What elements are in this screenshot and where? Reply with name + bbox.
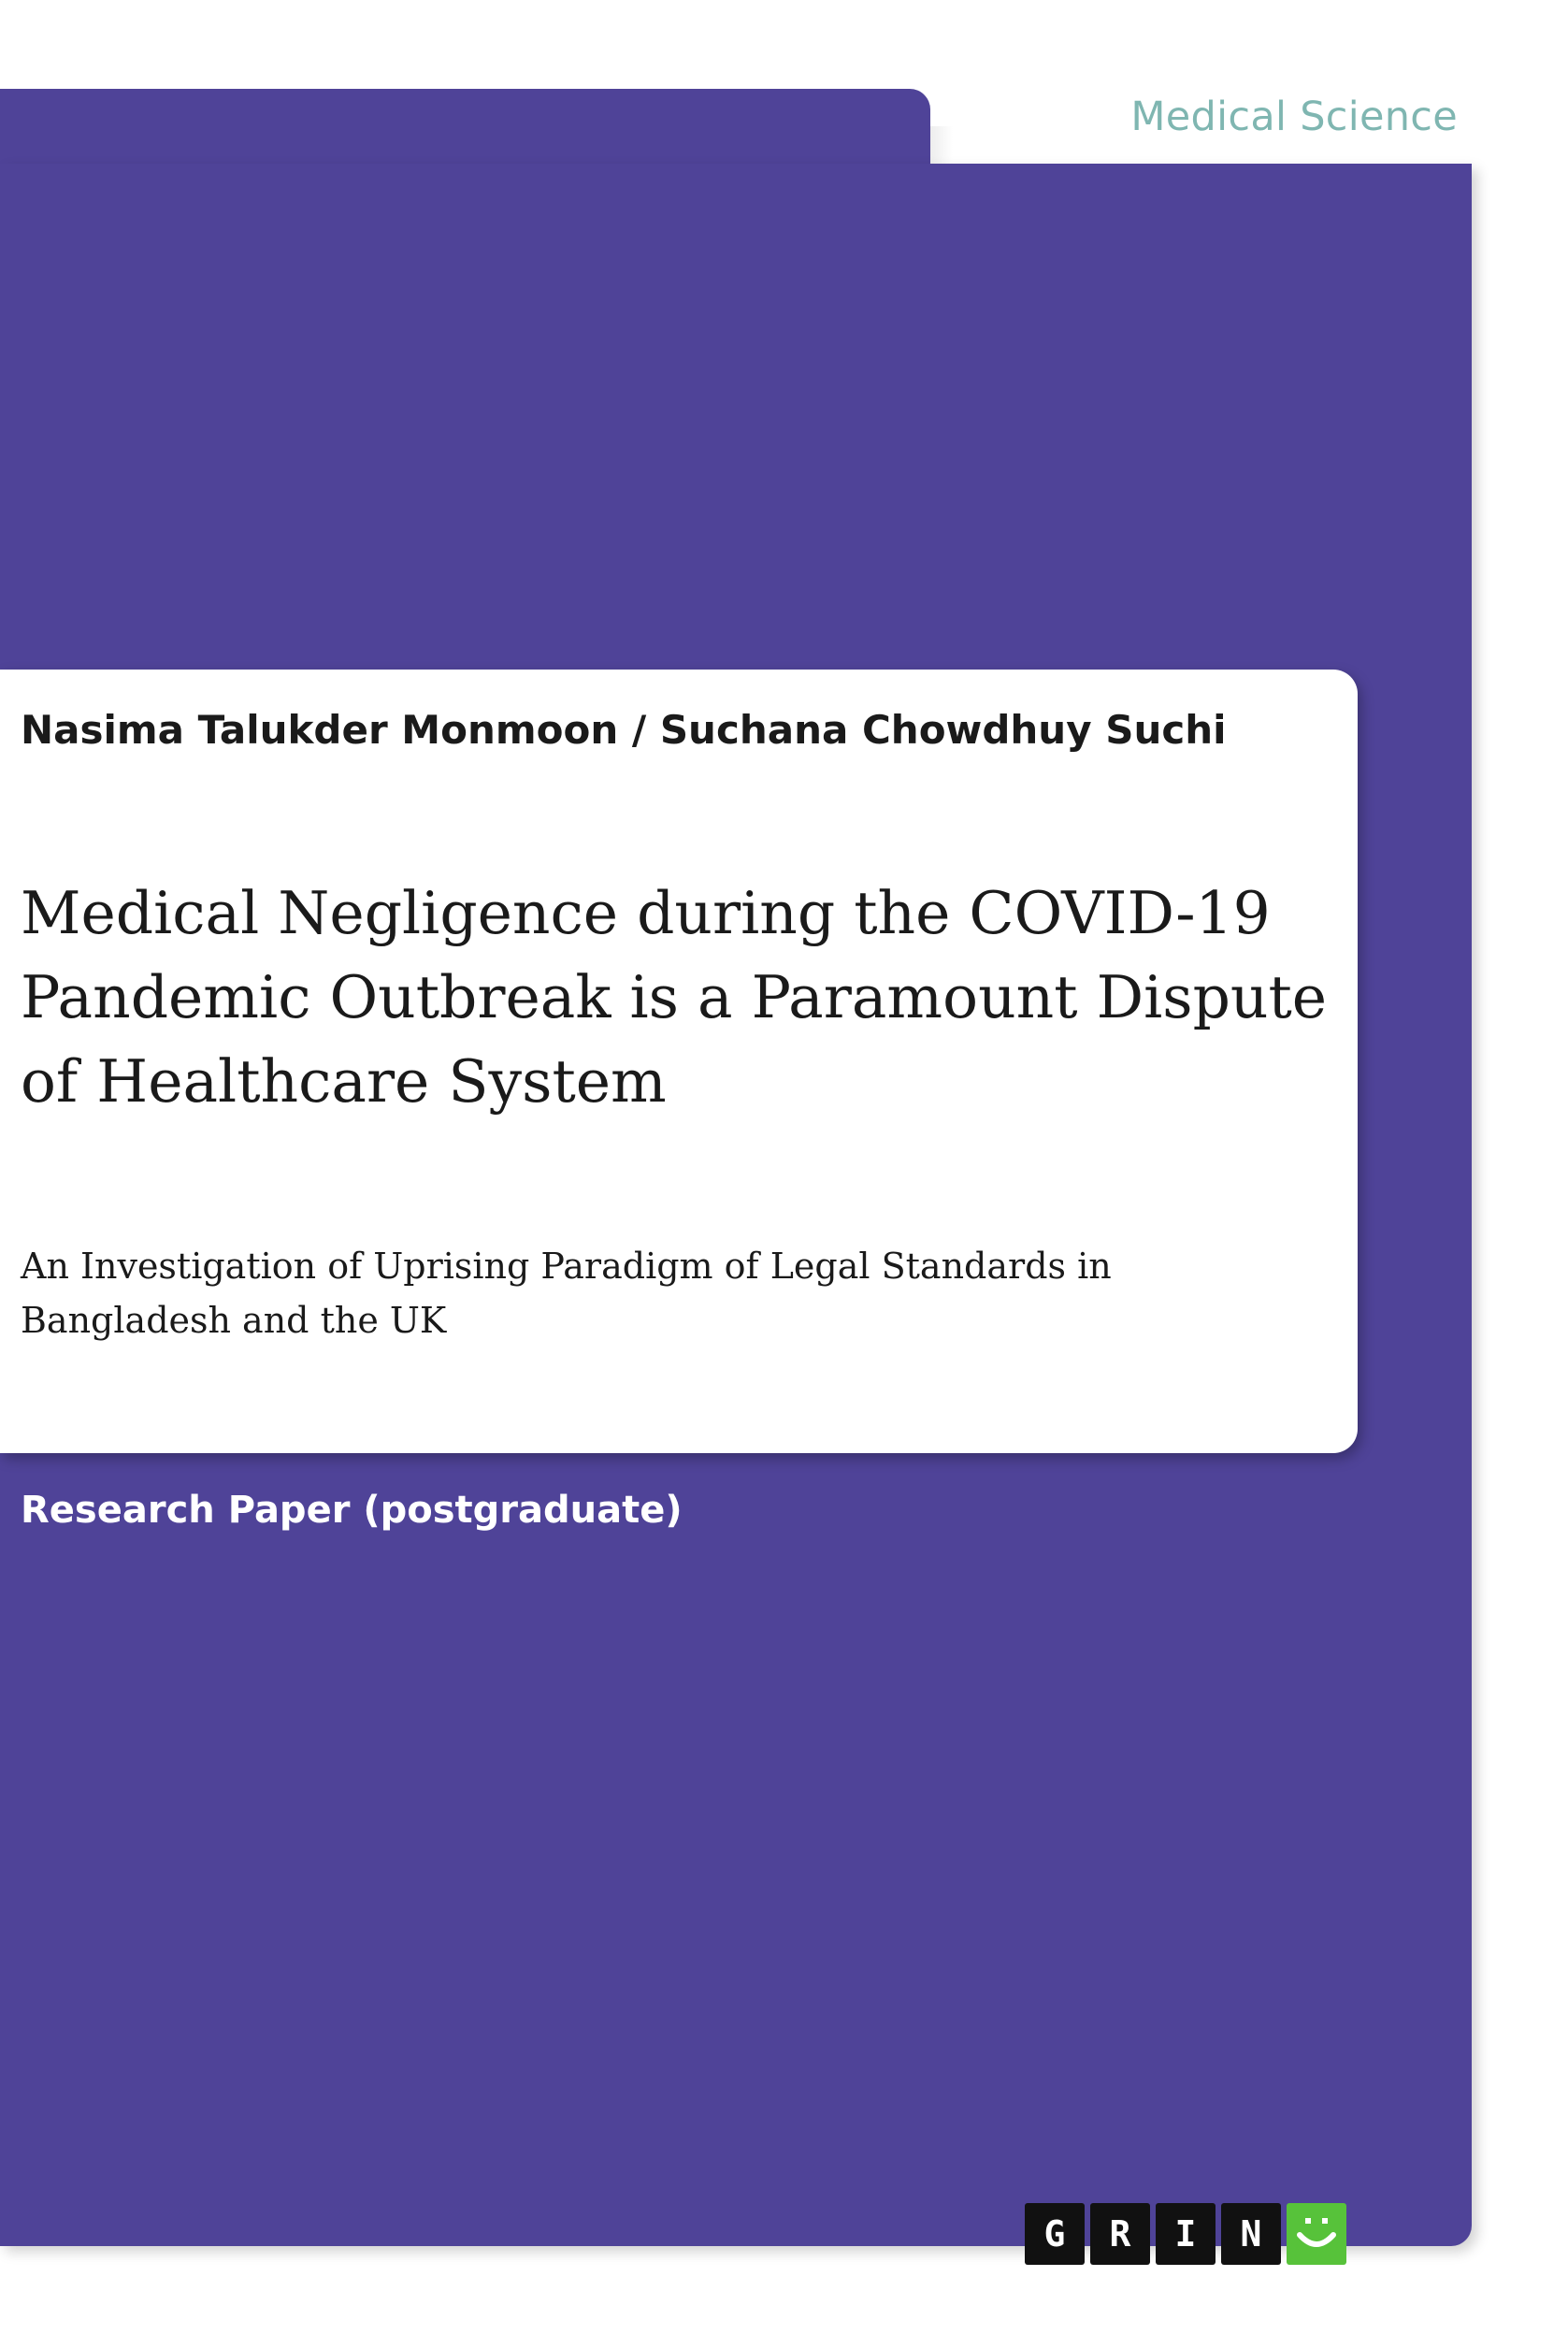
logo-letter-i: I bbox=[1156, 2203, 1216, 2265]
book-subtitle: An Investigation of Uprising Paradigm of Legal Standards in Bangladesh and the UK bbox=[21, 1246, 1112, 1341]
grin-logo bbox=[1025, 2203, 1346, 2265]
document-type: Research Paper (postgraduate) bbox=[21, 1489, 683, 1532]
logo-letter-r: R bbox=[1090, 2203, 1150, 2265]
logo-letter-g: G bbox=[1025, 2203, 1085, 2265]
book-title: Medical Negligence during the COVID-19 Pandemic Outbreak is a Paramount Dispute of Healthcare System bbox=[21, 879, 1328, 1116]
authors: Nasima Talukder Monmoon / Suchana Chowdhuy Suchi bbox=[21, 707, 1227, 753]
smile-icon bbox=[1287, 2203, 1346, 2265]
logo-letter-n: N bbox=[1221, 2203, 1281, 2265]
category-label: Medical Science bbox=[1130, 94, 1458, 140]
